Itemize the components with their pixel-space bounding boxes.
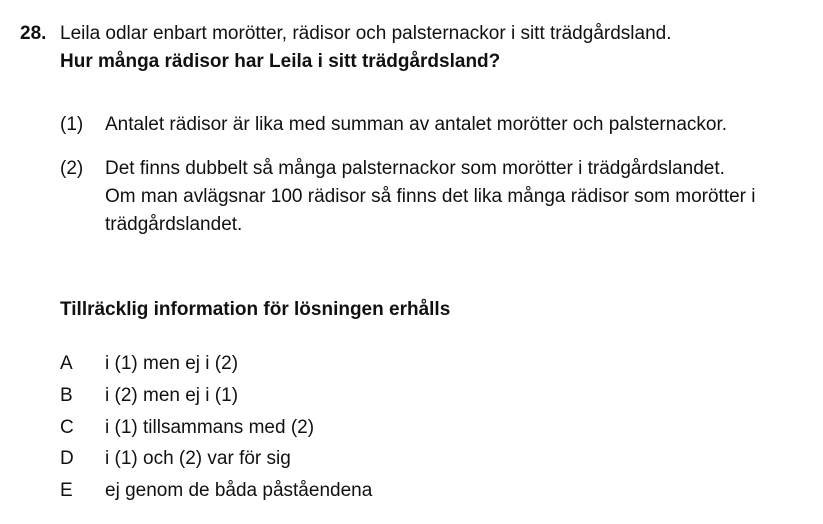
option-d-text: i (1) och (2) var för sig xyxy=(105,448,291,469)
statement-2-label: (2) xyxy=(60,158,84,179)
statement-2-text-line-1: Det finns dubbelt så många palsternackor som morötter i trädgårdslandet. xyxy=(105,158,725,179)
statement-1-label: (1) xyxy=(60,114,84,135)
option-c-letter: C xyxy=(60,417,74,438)
option-b-letter: B xyxy=(60,385,73,406)
statement-2-text-line-3: trädgårdslandet. xyxy=(105,214,243,235)
option-a-letter: A xyxy=(60,353,73,374)
option-c-text: i (1) tillsammans med (2) xyxy=(105,417,315,438)
option-e-text: ej genom de båda påståendena xyxy=(105,480,373,501)
instruction-heading: Tillräcklig information för lösningen erhålls xyxy=(60,299,451,320)
question-number: 28. xyxy=(20,23,47,44)
option-b-text: i (2) men ej i (1) xyxy=(105,385,239,406)
statement-2-text-line-2: Om man avlägsnar 100 rädisor så finns det lika många rädisor som morötter i xyxy=(105,186,756,207)
question-prompt: Hur många rädisor har Leila i sitt trädgårdsland? xyxy=(60,51,501,72)
question-stem: Leila odlar enbart morötter, rädisor och palsternackor i sitt trädgårdsland. xyxy=(60,23,672,44)
statement-1-text: Antalet rädisor är lika med summan av antalet morötter och palsternackor. xyxy=(105,114,728,135)
option-e-letter: E xyxy=(60,480,73,501)
option-d-letter: D xyxy=(60,448,74,469)
option-a-text: i (1) men ej i (2) xyxy=(105,353,239,374)
